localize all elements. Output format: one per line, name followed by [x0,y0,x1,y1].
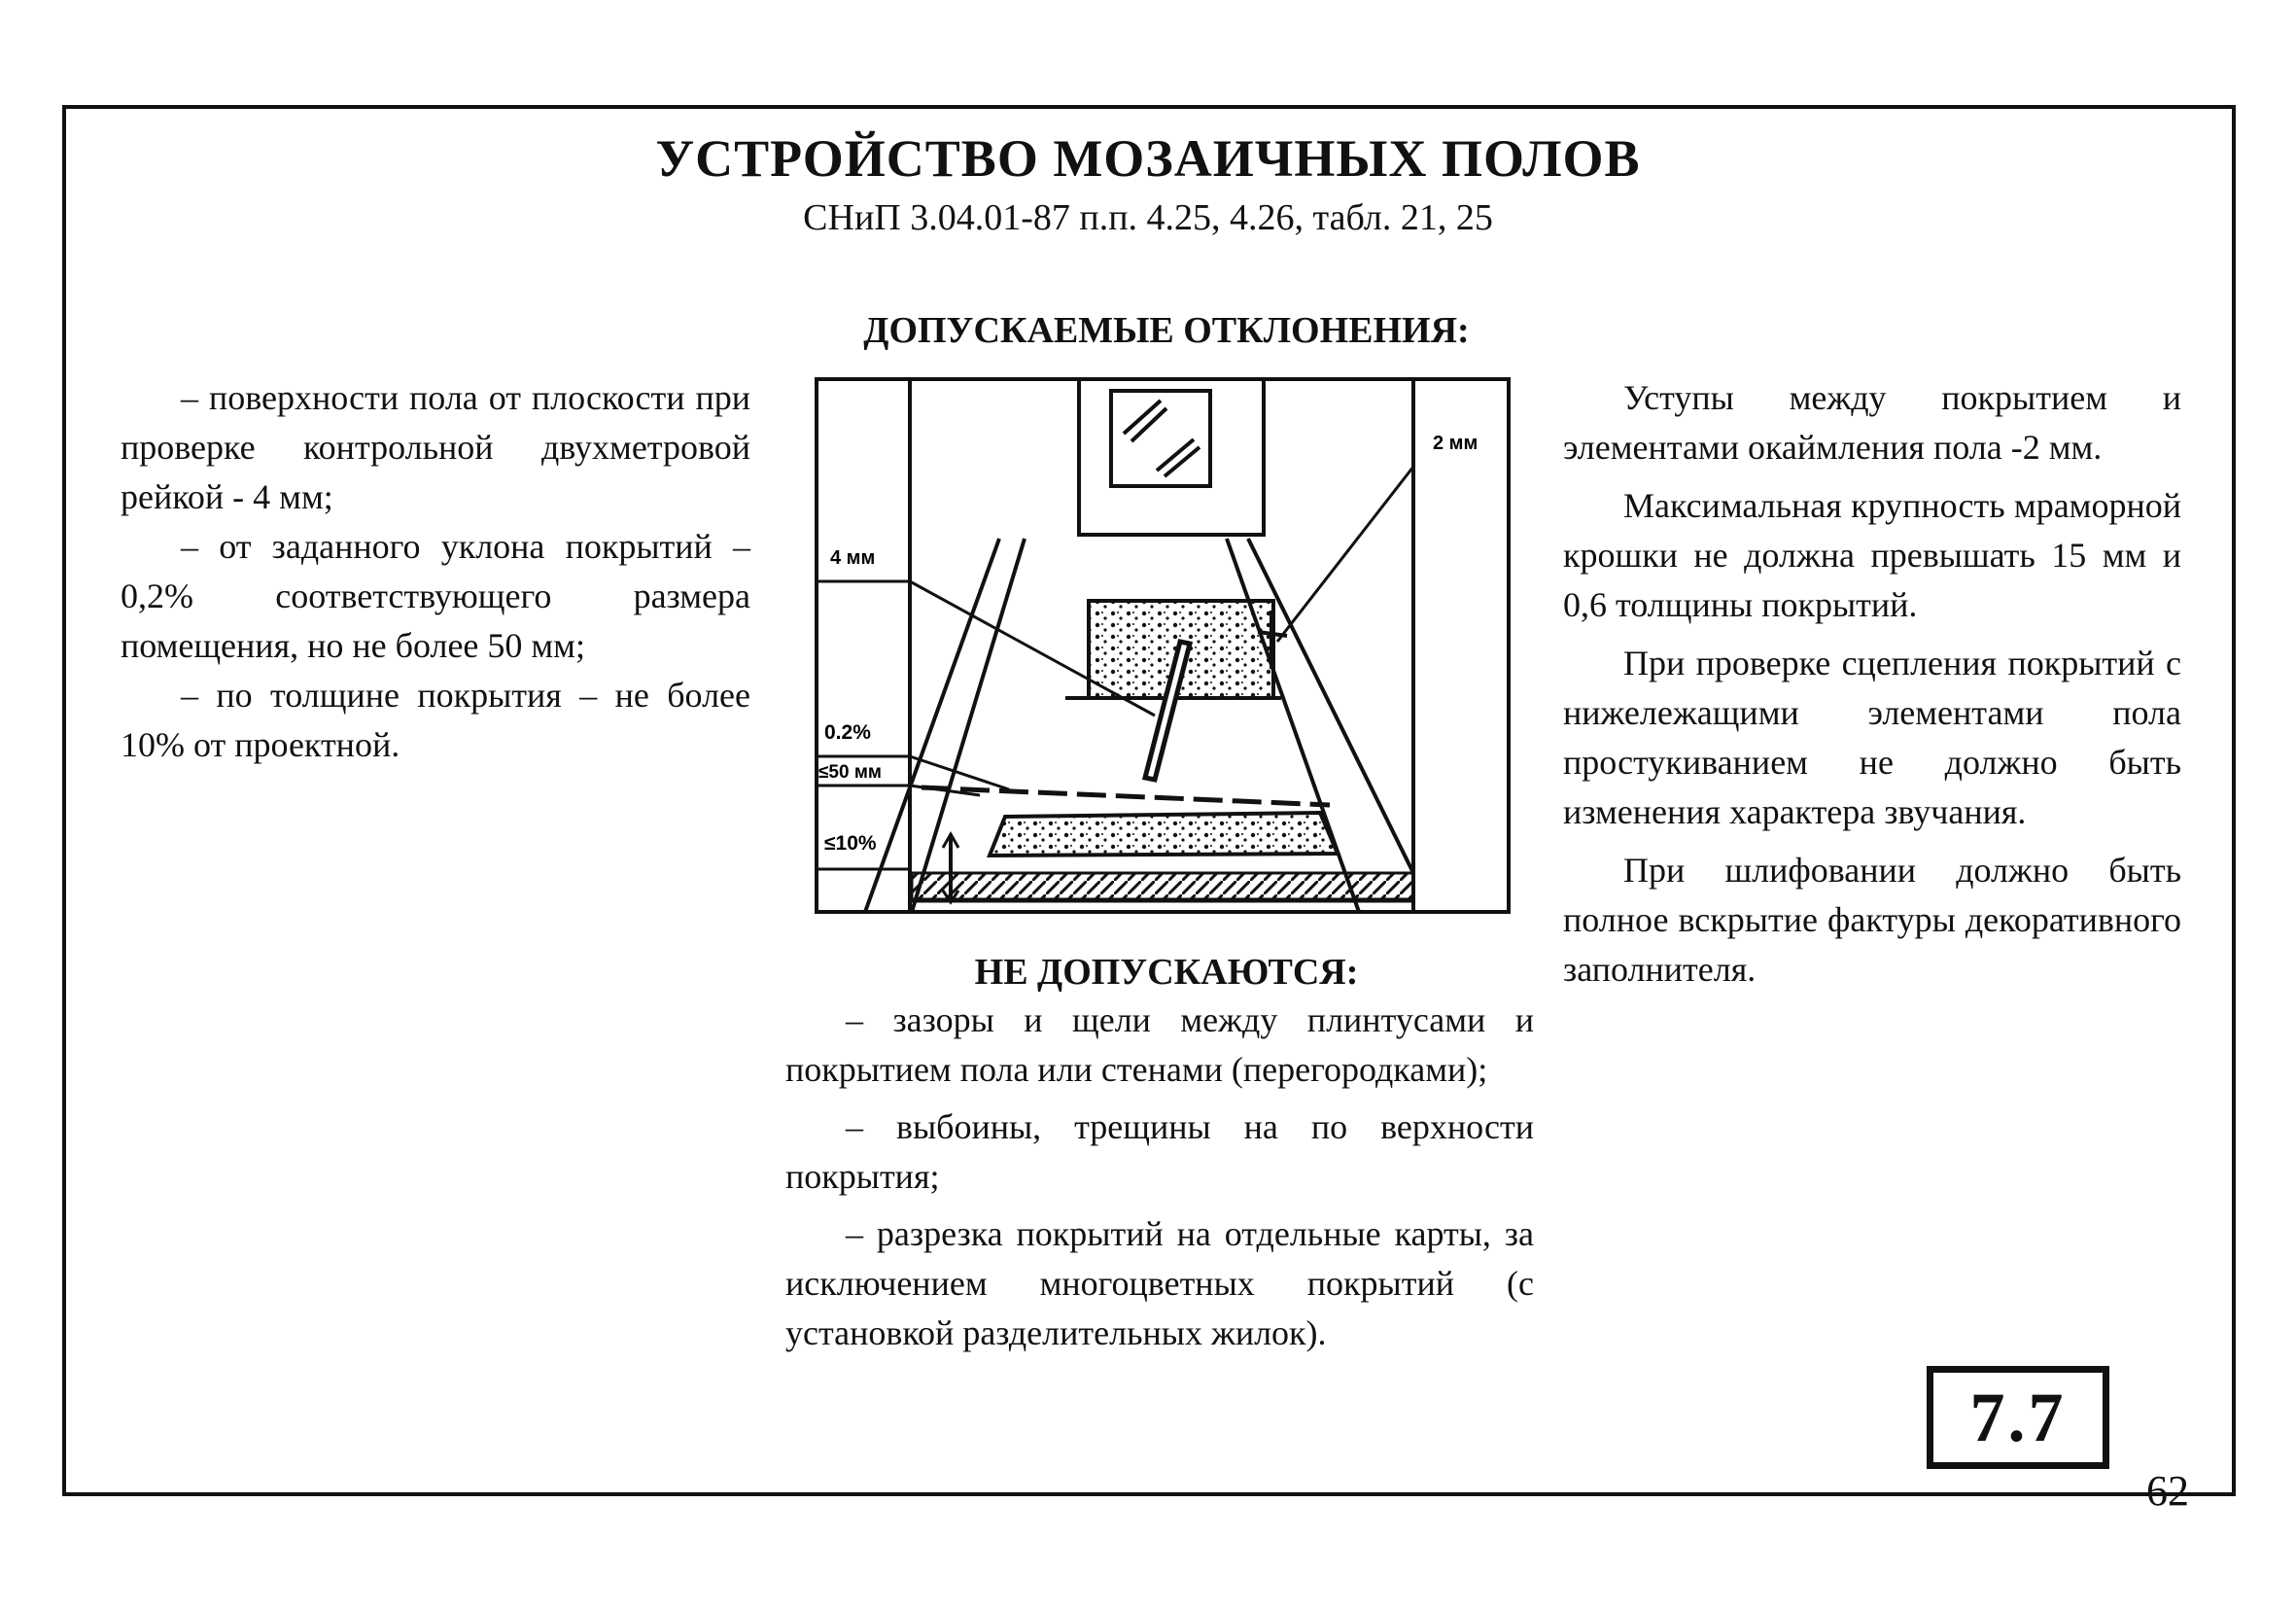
allowed-deviations-list [121,373,750,770]
list-item: – от заданного уклона покрытий – 0,2% соответствующего размера помещения, но не более 50 мм; [121,527,750,665]
list-item: – выбоины, трещины на по верхности покрытия; [785,1107,1534,1196]
label-thickness: ≤10% [824,832,877,855]
floor-perspective [865,539,1413,912]
floor-diagram-svg [815,377,1514,918]
page-title: УСТРОЙСТВО МОЗАИЧНЫХ ПОЛОВ [655,129,1641,188]
not-allowed-heading: НЕ ДОПУСКАЮТСЯ: [974,952,1359,993]
page-number: 62 [2146,1467,2189,1515]
floor-diagram [815,377,1514,918]
label-flatness: 4 мм [830,547,876,569]
list-item: – разрезка покрытий на отдельные карты, за исключением многоцветных покрытий (с установкой разделительных жилок). [785,1214,1534,1352]
page-subtitle: СНиП 3.04.01-87 п.п. 4.25, 4.26, табл. 21, 25 [803,197,1493,238]
paragraph: Уступы между покрытием и элементами окаймления пола -2 мм. [1563,378,2181,467]
paragraph: Максимальная крупность мраморной крошки не должна превышать 15 мм и 0,6 толщины покрытий. [1563,486,2181,624]
label-slope-max: ≤50 мм [818,762,882,783]
requirements-column [1563,373,2181,1003]
paragraph: При проверке сцепления покрытий с нижележащими элементами пола простукиванием не должно быть изменения характера звучания. [1563,644,2181,831]
sheet-code-badge: 7.7 [1927,1366,2109,1469]
label-gap: 2 мм [1433,433,1478,454]
label-slope: 0.2% [824,721,871,744]
list-item: – зазоры и щели между плинтусами и покрытием пола или стенами (перегородками); [785,1000,1534,1089]
paragraph: При шлифовании должно быть полное вскрытие фактуры декоративного заполнителя. [1563,851,2181,989]
allowed-deviations-heading: ДОПУСКАЕМЫЕ ОТКЛОНЕНИЯ: [863,310,1470,351]
list-item: – поверхности пола от плоскости при проверке контрольной двухметровой рейкой - 4 мм; [121,378,750,516]
wall-niche [1079,379,1264,535]
not-allowed-list [785,996,1534,1366]
list-item: – по толщине покрытия – не более 10% от проектной. [121,676,750,764]
